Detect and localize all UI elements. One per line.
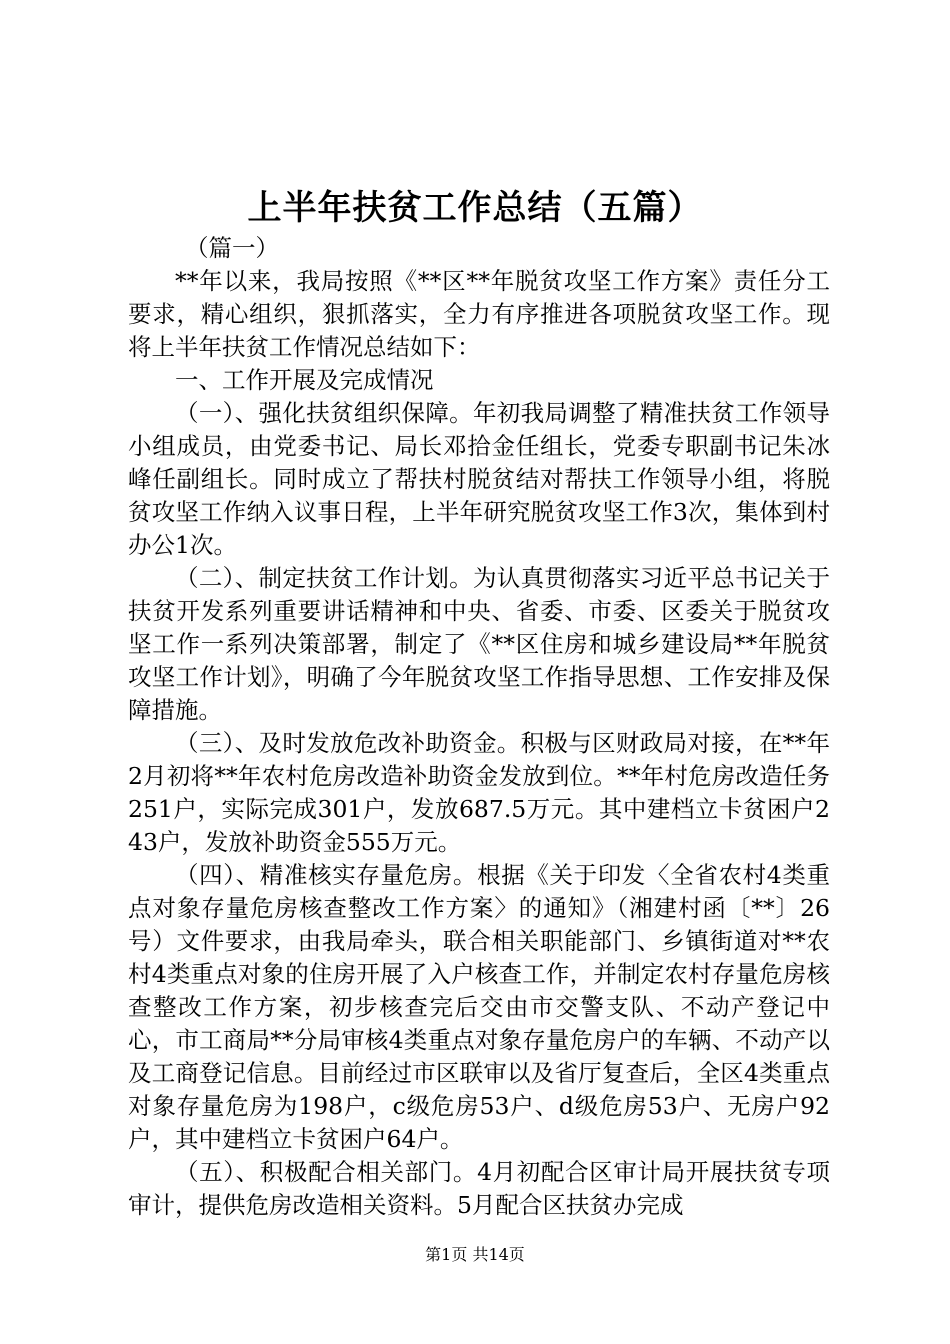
paragraph-item-1: （一）、强化扶贫组织保障。年初我局调整了精准扶贫工作领导小组成员，由党委书记、局长邓拾金任组长，党委专职副书记朱冰峰任副组长。同时成立了帮扶村脱贫结对帮扶工作领导小组，将脱贫攻坚工作纳入议事日程，上半年研究脱贫攻坚工作3次，集体到村办公1次。 — [128, 399, 830, 559]
document-body — [128, 232, 830, 1222]
section-heading: 一、工作开展及完成情况 — [175, 366, 434, 394]
paragraph-item-4: （四）、精准核实存量危房。根据《关于印发〈全省农村4类重点对象存量危房核查整改工作方案〉的通知》（湘建村函〔**〕26号）文件要求，由我局牵头，联合相关职能部门、乡镇街道对**农村4类重点对象的住房开展了入户核查工作，并制定农村存量危房核查整改工作方案，初步核查完后交由市交警支队、不动产登记中心，市工商局**分局审核4类重点对象存量危房户的车辆、不动产以及工商登记信息。目前经过市区联审以及省厅复查后，全区4类重点对象存量危房为198户，c级危房53户、d级危房53户、无房户92户，其中建档立卡贫困户64户。 — [128, 861, 830, 1153]
paragraph-item-3: （三）、及时发放危改补助资金。积极与区财政局对接，在**年2月初将**年农村危房改造补助资金发放到位。**年村危房改造任务251户，实际完成301户，发放687.5万元。其中建档立卡贫困户243户，发放补助资金555万元。 — [128, 729, 830, 856]
document-title: 上半年扶贫工作总结（五篇） — [247, 188, 703, 228]
paragraph-item-5: （五）、积极配合相关部门。4月初配合区审计局开展扶贫专项审计，提供危房改造相关资料。5月配合区扶贫办完成 — [128, 1158, 830, 1219]
paragraph-item-2: （二）、制定扶贫工作计划。为认真贯彻落实习近平总书记关于扶贫开发系列重要讲话精神和中央、省委、市委、区委关于脱贫攻坚工作一系列决策部署，制定了《**区住房和城乡建设局**年脱贫攻坚工作计划》，明确了今年脱贫攻坚工作指导思想、工作安排及保障措施。 — [128, 564, 830, 724]
section-label-part-one: （篇一） — [185, 234, 279, 262]
page-footer: 第1页 共14页 — [425, 1245, 525, 1264]
intro-paragraph: **年以来，我局按照《**区**年脱贫攻坚工作方案》责任分工要求，精心组织，狠抓落实，全力有序推进各项脱贫攻坚工作。现将上半年扶贫工作情况总结如下： — [128, 267, 830, 361]
